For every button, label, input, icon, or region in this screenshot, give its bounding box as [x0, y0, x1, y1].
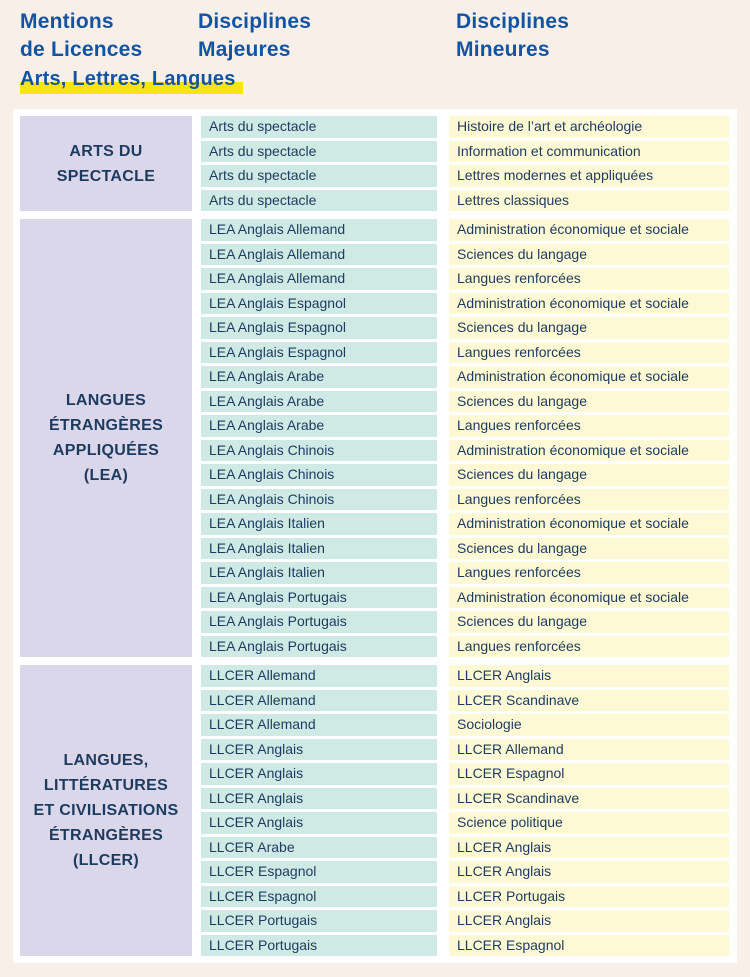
category-row — [20, 68, 243, 94]
table-row — [201, 788, 729, 810]
minor-cell: LLCER Scandinave — [449, 788, 729, 810]
major-cell: LEA Anglais Espagnol — [201, 293, 437, 315]
minor-cell: Sciences du langage — [449, 464, 729, 486]
table-row — [201, 739, 729, 761]
major-cell: LLCER Portugais — [201, 935, 437, 957]
major-cell: Arts du spectacle — [201, 165, 437, 187]
minor-cell: Lettres modernes et appliquées — [449, 165, 729, 187]
table-row — [201, 690, 729, 712]
table-row — [201, 763, 729, 785]
minor-cell: Langues renforcées — [449, 268, 729, 290]
major-cell: LLCER Arabe — [201, 837, 437, 859]
table-row — [201, 837, 729, 859]
major-cell: LLCER Allemand — [201, 714, 437, 736]
minor-cell: Sciences du langage — [449, 611, 729, 633]
major-cell: LLCER Anglais — [201, 763, 437, 785]
table-row — [201, 636, 729, 658]
table-row — [201, 190, 729, 212]
table-row — [201, 611, 729, 633]
minor-cell: Administration économique et sociale — [449, 513, 729, 535]
table-row — [201, 587, 729, 609]
minor-cell: Administration économique et sociale — [449, 440, 729, 462]
table-row — [201, 812, 729, 834]
major-cell: LLCER Espagnol — [201, 886, 437, 908]
major-cell: LEA Anglais Chinois — [201, 464, 437, 486]
table-row — [201, 116, 729, 138]
table-row — [201, 293, 729, 315]
table-row — [201, 714, 729, 736]
major-cell: LEA Anglais Chinois — [201, 440, 437, 462]
major-cell: LEA Anglais Chinois — [201, 489, 437, 511]
table-row — [201, 513, 729, 535]
category-title: Arts, Lettres, Langues — [20, 68, 243, 94]
licence-table — [13, 109, 737, 963]
table-row — [201, 562, 729, 584]
table-row — [201, 268, 729, 290]
table-row — [201, 244, 729, 266]
major-cell: LEA Anglais Allemand — [201, 219, 437, 241]
minor-cell: LLCER Scandinave — [449, 690, 729, 712]
major-cell: LEA Anglais Italien — [201, 562, 437, 584]
section-label: LANGUES, LITTÉRATURES ET CIVILISATIONS ÉTRANGÈRES (LLCER) — [20, 665, 192, 956]
minor-cell: LLCER Espagnol — [449, 763, 729, 785]
section-label: ARTS DU SPECTACLE — [20, 116, 192, 211]
minor-cell: Sciences du langage — [449, 391, 729, 413]
major-cell: LEA Anglais Allemand — [201, 268, 437, 290]
table-section — [20, 116, 729, 211]
major-cell: LEA Anglais Espagnol — [201, 317, 437, 339]
table-row — [201, 219, 729, 241]
major-cell: LLCER Anglais — [201, 739, 437, 761]
major-cell: LEA Anglais Arabe — [201, 391, 437, 413]
major-cell: LEA Anglais Portugais — [201, 587, 437, 609]
section-rows — [201, 219, 729, 657]
minor-cell: LLCER Allemand — [449, 739, 729, 761]
table-section — [20, 219, 729, 657]
minor-cell: LLCER Anglais — [449, 910, 729, 932]
major-cell: LLCER Portugais — [201, 910, 437, 932]
major-cell: LEA Anglais Portugais — [201, 611, 437, 633]
major-cell: LEA Anglais Italien — [201, 538, 437, 560]
table-row — [201, 366, 729, 388]
minor-cell: Langues renforcées — [449, 342, 729, 364]
table-row — [201, 886, 729, 908]
table-row — [201, 489, 729, 511]
major-cell: LLCER Anglais — [201, 812, 437, 834]
table-row — [201, 935, 729, 957]
table-row — [201, 538, 729, 560]
table-row — [201, 910, 729, 932]
table-section — [20, 665, 729, 956]
major-cell: LEA Anglais Arabe — [201, 415, 437, 437]
table-row — [201, 342, 729, 364]
minor-cell: Histoire de l’art et archéologie — [449, 116, 729, 138]
column-header-mineures: Disciplines Mineures — [456, 10, 570, 61]
major-cell: LEA Anglais Portugais — [201, 636, 437, 658]
table-row — [201, 665, 729, 687]
minor-cell: Langues renforcées — [449, 415, 729, 437]
major-cell: Arts du spectacle — [201, 141, 437, 163]
minor-cell: Langues renforcées — [449, 636, 729, 658]
minor-cell: Langues renforcées — [449, 489, 729, 511]
minor-cell: Administration économique et sociale — [449, 366, 729, 388]
table-row — [201, 440, 729, 462]
minor-cell: Sociologie — [449, 714, 729, 736]
table-row — [201, 391, 729, 413]
section-rows — [201, 116, 729, 211]
column-header-licences: Mentions de Licences — [20, 10, 143, 61]
major-cell: LLCER Allemand — [201, 690, 437, 712]
minor-cell: Information et communication — [449, 141, 729, 163]
section-rows — [201, 665, 729, 956]
column-header-majeures: Disciplines Majeures — [198, 10, 312, 61]
major-cell: LLCER Espagnol — [201, 861, 437, 883]
major-cell: LEA Anglais Italien — [201, 513, 437, 535]
table-row — [201, 141, 729, 163]
major-cell: LEA Anglais Allemand — [201, 244, 437, 266]
minor-cell: LLCER Anglais — [449, 665, 729, 687]
minor-cell: Langues renforcées — [449, 562, 729, 584]
table-row — [201, 464, 729, 486]
minor-cell: LLCER Portugais — [449, 886, 729, 908]
table-row — [201, 165, 729, 187]
minor-cell: LLCER Anglais — [449, 837, 729, 859]
minor-cell: Administration économique et sociale — [449, 293, 729, 315]
table-row — [201, 415, 729, 437]
major-cell: LLCER Anglais — [201, 788, 437, 810]
major-cell: LLCER Allemand — [201, 665, 437, 687]
section-label: LANGUES ÉTRANGÈRES APPLIQUÉES (LEA) — [20, 219, 192, 657]
minor-cell: Sciences du langage — [449, 317, 729, 339]
minor-cell: Lettres classiques — [449, 190, 729, 212]
minor-cell: Administration économique et sociale — [449, 219, 729, 241]
minor-cell: Science politique — [449, 812, 729, 834]
table-row — [201, 317, 729, 339]
major-cell: Arts du spectacle — [201, 190, 437, 212]
minor-cell: Sciences du langage — [449, 538, 729, 560]
minor-cell: LLCER Anglais — [449, 861, 729, 883]
minor-cell: Sciences du langage — [449, 244, 729, 266]
major-cell: LEA Anglais Espagnol — [201, 342, 437, 364]
minor-cell: LLCER Espagnol — [449, 935, 729, 957]
minor-cell: Administration économique et sociale — [449, 587, 729, 609]
major-cell: Arts du spectacle — [201, 116, 437, 138]
table-row — [201, 861, 729, 883]
major-cell: LEA Anglais Arabe — [201, 366, 437, 388]
